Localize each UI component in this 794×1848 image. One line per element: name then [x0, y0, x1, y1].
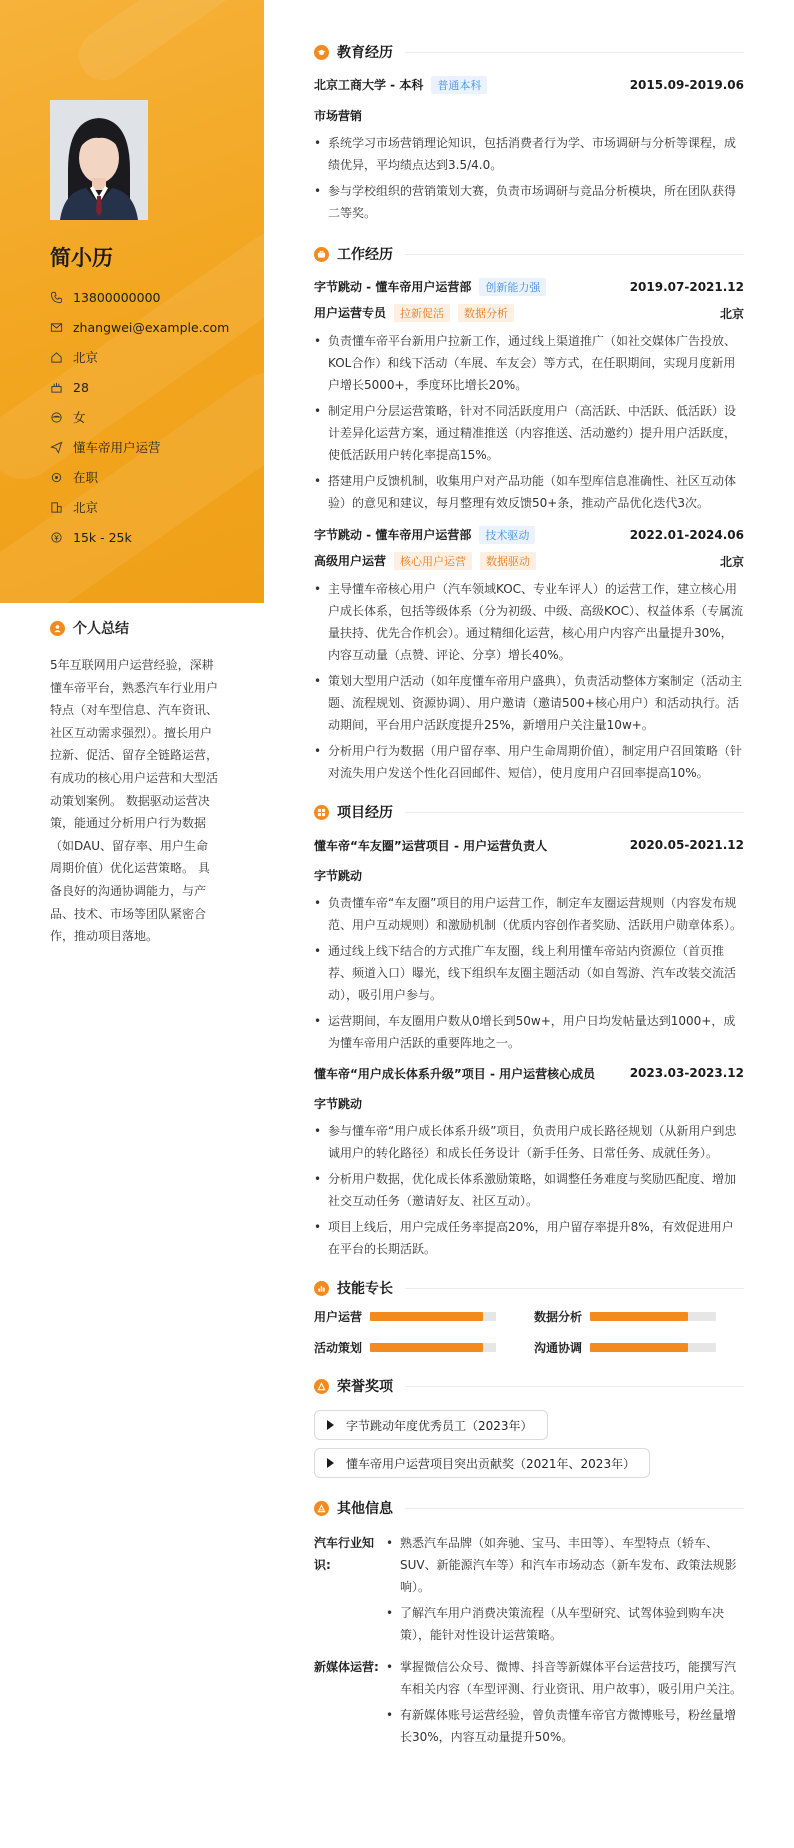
cake-icon: [50, 381, 63, 394]
graduation-cap-icon: [314, 45, 329, 60]
info-icon: [314, 1501, 329, 1516]
info-home: [50, 342, 260, 372]
degree-tag: 普通本科: [431, 76, 487, 94]
avatar: [50, 100, 148, 220]
gender-icon: [50, 411, 63, 424]
phone-icon: [50, 291, 63, 304]
city-value: 北京: [73, 500, 99, 515]
job-location: 北京: [719, 554, 744, 569]
job-location: 北京: [719, 306, 744, 321]
awards-list: [314, 1410, 744, 1486]
email-icon: [50, 321, 63, 334]
other-label: 新媒体运营:: [314, 1660, 379, 1674]
skill-item: 活动策划: [314, 1339, 534, 1356]
list-item: • 主导懂车帝核心用户（汽车领域KOC、专业车评人）的运营工作，建立核心用户成长体系，包括等级体系（分为初级、中级、高级KOC）、权益体系（专属流量扶持、优先合作机会）。通过精细化运营，核心用户内容产出量提升30%，内容互动量（点赞、评论、分享）增长40%。: [314, 578, 744, 666]
contact-info-list: [50, 282, 260, 552]
send-icon: [50, 441, 63, 454]
money-icon: [50, 531, 63, 544]
grid-icon: [314, 805, 329, 820]
skill-item: 数据分析: [534, 1308, 734, 1325]
gender-value: 女: [73, 410, 86, 425]
list-item: • 分析用户行为数据（用户留存率、用户生命周期价值），制定用户召回策略（针对流失用户发送个性化召回邮件、短信），使月度用户召回率提高10%。: [314, 740, 744, 784]
role-tag: 数据分析: [458, 304, 514, 322]
project-org: 字节跳动: [314, 868, 363, 883]
role-tag: 拉新促活: [394, 304, 450, 322]
job-tag: 技术驱动: [479, 526, 535, 544]
info-gender: [50, 402, 260, 432]
award-item[interactable]: 懂车帝用户运营项目突出贡献奖（2021年、2023年）: [314, 1448, 650, 1478]
skill-item: 用户运营: [314, 1308, 534, 1325]
job-tag: 创新能力强: [479, 278, 546, 296]
work-heading: 工作经历: [314, 240, 744, 268]
list-item: • 负责懂车帝“车友圈”项目的用户运营工作，制定车友圈运营规则（内容发布规范、用户互动规则）和激励机制（优质内容创作者奖励、活跃用户勋章体系）。: [314, 892, 744, 936]
other-label: 汽车行业知识:: [314, 1536, 375, 1572]
job-date: 2019.07-2021.12: [629, 280, 744, 294]
role-tag: 数据驱动: [480, 552, 536, 570]
skill-level-bar: [370, 1312, 483, 1321]
briefcase-icon: [314, 247, 329, 262]
job-date: 2022.01-2024.06: [629, 528, 744, 542]
project-org: 字节跳动: [314, 1096, 363, 1111]
info-email: [50, 312, 260, 342]
project-name: 懂车帝“用户成长体系升级”项目 - 用户运营核心成员: [314, 1066, 596, 1081]
candidate-name: 简小历: [50, 246, 113, 270]
status-value: 在职: [73, 470, 99, 485]
other-heading: 其他信息: [314, 1494, 744, 1522]
list-item: • 通过线上线下结合的方式推广车友圈，线上利用懂车帝站内资源位（首页推荐、频道入口）曝光，线下组织车友圈主题活动（如自驾游、汽车改装交流活动），吸引用户参与。: [314, 940, 744, 1006]
list-item: • 项目上线后，用户完成任务率提高20%，用户留存率提升8%，有效促进用户在平台的长期活跃。: [314, 1216, 744, 1260]
info-target-role: [50, 432, 260, 462]
awards-heading: 荣誉奖项: [314, 1372, 744, 1400]
list-item: • 熟悉汽车品牌（如奔驰、宝马、丰田等）、车型特点（轿车、SUV、新能源汽车等）和汽车市场动态（新车发布、政策法规影响）。: [386, 1532, 744, 1598]
summary-text: 5年互联网用户运营经验，深耕懂车帝平台，熟悉汽车行业用户特点（对车型信息、汽车资讯、社区互动需求强烈）。擅长用户拉新、促活、留存全链路运营，有成功的核心用户运营和大型活动策划案例。 数据驱动运营决策，能通过分析用户行为数据（如DAU、留存率、用户生命周期价值）优化运营策略。 具备良好的沟通协调能力，与产品、技术、市场等团队紧密合作，推动项目落地。: [50, 658, 219, 944]
home-value: 北京: [73, 350, 99, 365]
personal-summary: [50, 618, 220, 948]
list-item: • 掌握微信公众号、微博、抖音等新媒体平台运营技巧，能撰写汽车相关内容（车型评测、行业资讯、用户故事），吸引用户关注。: [386, 1656, 744, 1700]
project-name: 懂车帝“车友圈”运营项目 - 用户运营负责人: [314, 838, 548, 853]
person-icon: [50, 621, 65, 636]
list-item: • 系统学习市场营销理论知识，包括消费者行为学、市场调研与分析等课程，成绩优异，平均绩点达到3.5/4.0。: [314, 132, 744, 176]
play-icon: [327, 1458, 334, 1468]
info-age: [50, 372, 260, 402]
list-item: • 制定用户分层运营策略，针对不同活跃度用户（高活跃、中活跃、低活跃）设计差异化运营方案，通过精准推送（内容推送、活动邀约）提升用户活跃度，使低活跃用户转化率提高15%。: [314, 400, 744, 466]
home-icon: [50, 351, 63, 364]
award-item[interactable]: 字节跳动年度优秀员工（2023年）: [314, 1410, 548, 1440]
job-role: 高级用户运营: [314, 554, 387, 568]
phone-value: 13800000000: [73, 289, 161, 305]
project-date: 2023.03-2023.12: [629, 1066, 744, 1080]
major: 市场营销: [314, 108, 363, 123]
skill-level-bar: [370, 1343, 483, 1352]
list-item: • 有新媒体账号运营经验，曾负责懂车帝官方微博账号，粉丝量增长30%，内容互动量提升50%。: [386, 1704, 744, 1748]
skill-level-bar: [590, 1312, 688, 1321]
main-content: [314, 38, 744, 1752]
skills-grid: [314, 1308, 744, 1356]
job-role: 用户运营专员: [314, 306, 387, 320]
job-company: 字节跳动 - 懂车帝用户运营部: [314, 528, 472, 542]
info-phone: [50, 282, 260, 312]
info-city: [50, 492, 260, 522]
status-icon: [50, 471, 63, 484]
school-name: 北京工商大学 - 本科: [314, 78, 424, 92]
list-item: • 参与学校组织的营销策划大赛，负责市场调研与竞品分析模块，所在团队获得二等奖。: [314, 180, 744, 224]
list-item: • 策划大型用户活动（如年度懂车帝用户盛典），负责活动整体方案制定（活动主题、流程规划、资源协调）、用户邀请（邀请500+核心用户）和活动执行。活动期间，平台用户活跃度提升25%，新增用户关注量10w+。: [314, 670, 744, 736]
target-role-value: 懂车帝用户运营: [73, 440, 161, 455]
job-entry: [314, 276, 744, 514]
list-item: • 运营期间，车友圈用户数从0增长到50w+，用户日均发帖量达到1000+，成为懂车帝用户活跃的重要阵地之一。: [314, 1010, 744, 1054]
list-item: • 参与懂车帝“用户成长体系升级”项目，负责用户成长路径规划（从新用户到忠诚用户的转化路径）和成长任务设计（新手任务、日常任务、成就任务）。: [314, 1120, 744, 1164]
other-group: [314, 1532, 744, 1650]
list-item: • 分析用户数据，优化成长体系激励策略，如调整任务难度与奖励匹配度、增加社交互动任务（邀请好友、社区互动）。: [314, 1168, 744, 1212]
email-value: zhangwei@example.com: [73, 319, 230, 335]
project-entry: [314, 1062, 744, 1260]
chart-icon: [314, 1281, 329, 1296]
profile-panel: [0, 0, 264, 603]
list-item: • 负责懂车帝平台新用户拉新工作，通过线上渠道推广（如社交媒体广告投放、KOL合作）和线下活动（车展、车友会）等方式，在任职期间，实现月度新用户增长5000+，季度环比增长20%。: [314, 330, 744, 396]
education-date: 2015.09-2019.06: [629, 78, 744, 92]
info-status: [50, 462, 260, 492]
education-heading: 教育经历: [314, 38, 744, 66]
projects-heading: 项目经历: [314, 798, 744, 826]
job-entry: [314, 524, 744, 784]
play-icon: [327, 1420, 334, 1430]
project-date: 2020.05-2021.12: [629, 838, 744, 852]
medal-icon: [314, 1379, 329, 1394]
skill-item: 沟通协调: [534, 1339, 734, 1356]
building-icon: [50, 501, 63, 514]
list-item: • 搭建用户反馈机制，收集用户对产品功能（如车型库信息准确性、社区互动体验）的意见和建议，每月整理有效反馈50+条，推动产品优化迭代3次。: [314, 470, 744, 514]
role-tag: 核心用户运营: [394, 552, 472, 570]
project-entry: [314, 834, 744, 1054]
list-item: • 了解汽车用户消费决策流程（从车型研究、试驾体验到购车决策），能针对性设计运营策略。: [386, 1602, 744, 1646]
salary-value: 15k - 25k: [73, 529, 132, 545]
age-value: 28: [73, 379, 89, 395]
skills-heading: 技能专长: [314, 1274, 744, 1302]
job-company: 字节跳动 - 懂车帝用户运营部: [314, 280, 472, 294]
info-salary: [50, 522, 260, 552]
other-group: [314, 1656, 744, 1752]
education-entry: [314, 74, 744, 224]
skill-level-bar: [590, 1343, 688, 1352]
summary-heading: 个人总结: [50, 618, 220, 638]
